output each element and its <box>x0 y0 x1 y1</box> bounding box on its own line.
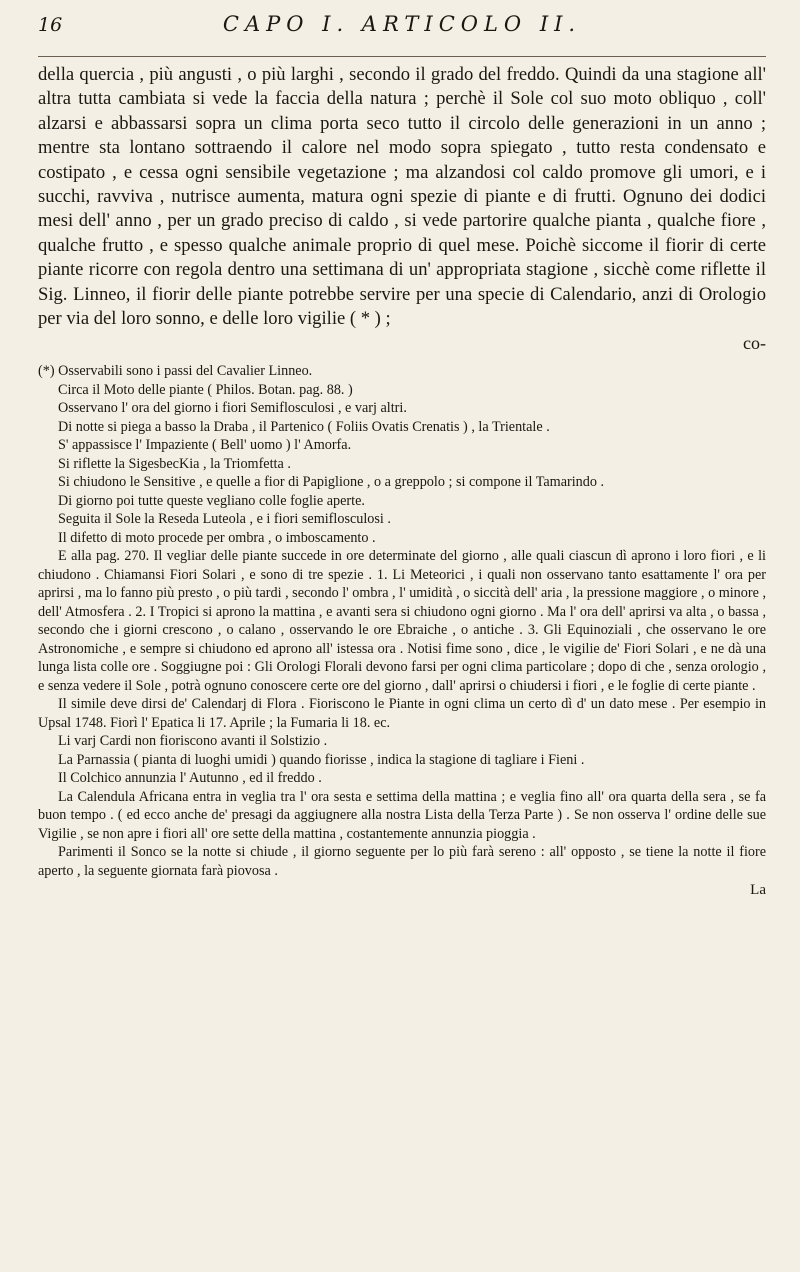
footnote-line: Il simile deve dirsi de' Calendarj di Flora . Fioriscono le Piante in ogni clima un certo dì d' un dato mese . Per esempio in Upsal 1748. Fiorì l' Epatica li 17. Aprile ; la Fumaria li 18. ec. <box>38 696 766 731</box>
footnote-line: Di notte si piega a basso la Draba , il Partenico ( Foliis Ovatis Crenatis ) , la Trientale . <box>58 418 550 435</box>
footnote-line: La Parnassia ( pianta di luoghi umidi ) quando fiorisse , indica la stagione di tagliare i Fieni . <box>58 751 585 768</box>
footnote-line: Circa il Moto delle piante ( Philos. Botan. pag. 88. ) <box>58 381 353 398</box>
footnote-line: (*) Osservabili sono i passi del Cavalier Linneo. <box>38 363 313 380</box>
footnote-line: Si riflette la SigesbecKia , la Triomfetta . <box>58 455 291 472</box>
footnote-line: Seguita il Sole la Reseda Luteola , e i fiori semiflosculosi . <box>58 511 391 528</box>
footnote-line: E alla pag. 270. Il vegliar delle piante succede in ore determinate del giorno , alle quali ciascun dì aprono i loro fiori , e li chiudono . Chiamansi Fiori Solari , e sono di tre spezie . 1. Li Meteorici , i quali non osservano tanto esattamente l' ora per aprirsi , ma lo fanno più presto , o più tardi , secondo l' ombra , l' umidità , o siccità dell' aria , la pressione maggiore , o minore , dell' Atmosfera . 2. I Tropici si aprono la mattina , e avanti sera si chiudono ogni giorno . Ma l' ora dell' aprirsi va alta , o bassa , secondo che i giorni crescono , o calano , osservando le ore Ebraiche , o antiche . 3. Gli Equinoziali , che osservano le ore Astronomiche , e sempre si chiudono ed aprono all' istessa ora . Notisi fime sono , dice , le vigilie de' Fiori Solari , e ne dà una lunga lista colle ore . Soggiugne poi : Gli Orologi Florali devono farsi per ogni clima particolare ; dopo di che , senza orologio , e senza vedere il Sole , potrà ognuno conoscere certe ore del giorno , dall' aprirsi o chiudersi i fiori , e le foglie di certe piante . <box>38 548 766 694</box>
footnote-line: Li varj Cardi non fioriscono avanti il Solstizio . <box>58 733 328 750</box>
footnote-line: Parimenti il Sonco se la notte si chiude , il giorno seguente per lo più farà sereno : all' opposto , se tiene la notte il fiore aperto , la seguente giornata farà piovosa . <box>38 844 766 879</box>
footnote-line: Di giorno poi tutte queste vegliano colle foglie aperte. <box>58 492 365 509</box>
catchword-footer: La <box>750 882 766 899</box>
footnotes <box>38 362 766 880</box>
footnote-line: Il difetto di moto procede per ombra , o imboscamento . <box>58 529 376 546</box>
footnote-line: Il Colchico annunzia l' Autunno , ed il freddo . <box>58 770 322 787</box>
catchword-body: co- <box>743 333 766 354</box>
footnote-line: S' appassisce l' Impaziente ( Bell' uomo ) l' Amorfa. <box>58 437 352 454</box>
footnote-line: Si chiudono le Sensitive , e quelle a fior di Papiglione , o a greppolo ; si compone il Tamarindo . <box>58 474 605 491</box>
footnote-line: La Calendula Africana entra in veglia tra l' ora sesta e settima della mattina ; e veglia fino all' ora quarta della sera , se fa buon tempo . ( ed ecco anche de' presagi da aggiugnere alla nostra Lista della Terza Parte ) . Se non osserva l' ordine delle sue Vigilie , se non apre i fiori all' ore sette della mattina , costantemente annunzia pioggia . <box>38 788 766 842</box>
page-header <box>38 12 766 57</box>
page-number: 16 <box>38 14 63 36</box>
footnote-line: Osservano l' ora del giorno i fiori Semiflosculosi , e varj altri. <box>58 400 407 417</box>
running-head: CAPO I. ARTICOLO II. <box>222 12 582 36</box>
main-paragraph: della quercia , più angusti , o più larghi , secondo il grado del freddo. Quindi da una stagione all' altra tutta cambiata si vede la faccia della natura ; perchè il Sole col suo moto obliquo , coll' alzarsi e abbassarsi sopra un clima porta seco tutto il circolo delle generazioni in un anno ; mentre sta lontano sottraendo il calore nel modo sopra spiegato , tutto resta condensato e costipato , e cessa ogni sensibile vegetazione ; ma alzandosi col caldo promove gli umori, e i succhi, ravviva , nutrisce aumenta, matura ogni spezie di piante e di frutti. Ognuno dei dodici mesi dell' anno , per un grado preciso di caldo , si vede partorire qualche pianta , qualche fiore , qualche frutto , e spesso qualche animale proprio di quel mese. Poichè siccome il fiorir di certe piante ricorre con regola dentro una settimana di un' appropriata stagione , sicchè come riflette il Sig. Linneo, il fiorir delle piante potrebbe servire per una specie di Calendario, anzi di Orologio per via del loro sonno, e delle loro vigilie ( * ) ; <box>38 64 766 330</box>
